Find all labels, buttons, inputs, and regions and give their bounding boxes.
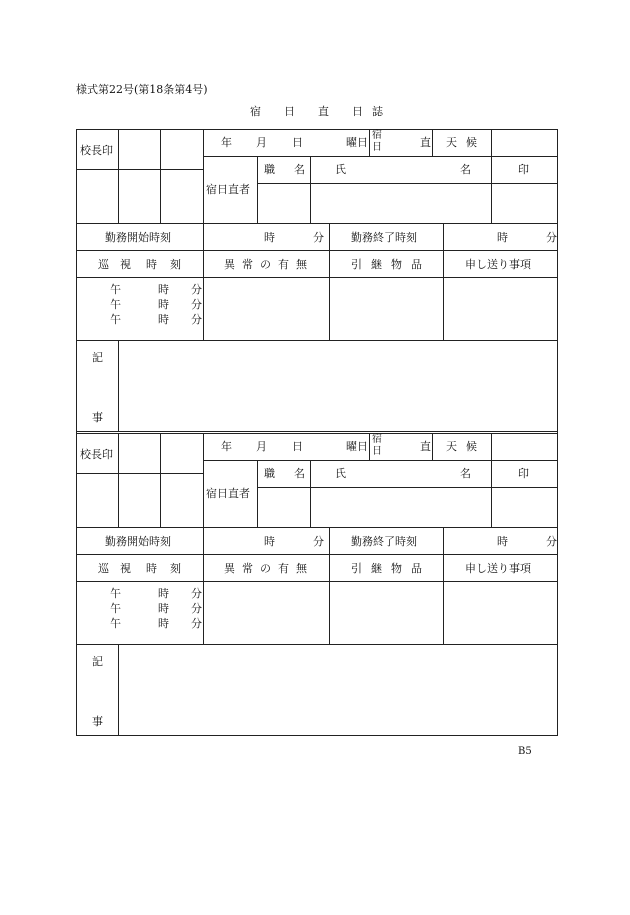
title-char-5: 誌 [372, 105, 383, 118]
weekday-label: 曜日 [346, 440, 368, 453]
duty-bottom-label: 日 [372, 446, 382, 457]
handover-char-3: 物 [391, 562, 402, 575]
handover-char-4: 品 [411, 258, 422, 271]
duty-bottom-label: 日 [372, 142, 382, 153]
patrol-hour-label: 時 [158, 313, 169, 326]
record-char-1: 記 [92, 655, 103, 668]
record-char-2: 事 [92, 411, 103, 424]
patrol-char-4: 刻 [170, 258, 181, 271]
patrol-char-2: 視 [120, 562, 131, 575]
patrol-hour-label: 時 [158, 587, 169, 600]
patrol-char-1: 巡 [98, 258, 109, 271]
weather-label-2: 候 [466, 440, 477, 453]
name-label-2: 名 [460, 467, 471, 480]
start-time-label: 勤務開始時刻 [105, 231, 171, 244]
month-label: 月 [256, 136, 267, 149]
abnormal-char-1: 異 [224, 258, 235, 271]
start-minute-label: 分 [313, 535, 324, 548]
name-label-1: 氏 [335, 163, 346, 176]
abnormal-char-3: の [260, 562, 271, 575]
paper-size-label: B5 [518, 746, 532, 757]
noon-label: 午 [110, 283, 121, 296]
abnormal-char-4: 有 [278, 258, 289, 271]
handover-char-3: 物 [391, 258, 402, 271]
seal-label: 印 [518, 163, 529, 176]
year-label: 年 [221, 136, 232, 149]
duty-person-label: 宿日直者 [206, 487, 250, 500]
patrol-minute-label: 分 [191, 283, 202, 296]
title-char-1: 宿 [250, 105, 261, 118]
abnormal-char-2: 常 [242, 258, 253, 271]
seal-label: 印 [518, 467, 529, 480]
notes-forward-label: 申し送り事項 [465, 562, 531, 575]
handover-char-1: 引 [351, 562, 362, 575]
patrol-hour-label: 時 [158, 283, 169, 296]
title-char-4: 日 [352, 105, 363, 118]
start-hour-label: 時 [264, 535, 275, 548]
end-time-label: 勤務終了時刻 [351, 231, 417, 244]
patrol-char-1: 巡 [98, 562, 109, 575]
title-char-3: 直 [318, 105, 329, 118]
duty-direct-label: 直 [420, 440, 431, 453]
patrol-minute-label: 分 [191, 298, 202, 311]
abnormal-char-5: 無 [296, 258, 307, 271]
patrol-hour-label: 時 [158, 602, 169, 615]
position-label-1: 職 [264, 163, 275, 176]
noon-label: 午 [110, 602, 121, 615]
name-label-2: 名 [460, 163, 471, 176]
position-label-1: 職 [264, 467, 275, 480]
start-hour-label: 時 [264, 231, 275, 244]
handover-char-4: 品 [411, 562, 422, 575]
noon-label: 午 [110, 313, 121, 326]
position-label-2: 名 [294, 467, 305, 480]
start-minute-label: 分 [313, 231, 324, 244]
end-time-label: 勤務終了時刻 [351, 535, 417, 548]
end-hour-label: 時 [497, 231, 508, 244]
patrol-minute-label: 分 [191, 313, 202, 326]
patrol-char-4: 刻 [170, 562, 181, 575]
patrol-char-3: 時 [146, 258, 157, 271]
abnormal-char-2: 常 [242, 562, 253, 575]
noon-label: 午 [110, 587, 121, 600]
patrol-hour-label: 時 [158, 617, 169, 630]
principal-seal-label: 校長印 [80, 448, 113, 461]
weather-label-1: 天 [446, 440, 457, 453]
principal-seal-label: 校長印 [80, 144, 113, 157]
day-label: 日 [292, 440, 303, 453]
end-minute-label: 分 [546, 535, 557, 548]
abnormal-char-3: の [260, 258, 271, 271]
handover-char-2: 継 [371, 562, 382, 575]
patrol-minute-label: 分 [191, 602, 202, 615]
record-char-2: 事 [92, 715, 103, 728]
title-char-2: 日 [284, 105, 295, 118]
end-minute-label: 分 [546, 231, 557, 244]
abnormal-char-5: 無 [296, 562, 307, 575]
abnormal-char-1: 異 [224, 562, 235, 575]
patrol-char-2: 視 [120, 258, 131, 271]
patrol-hour-label: 時 [158, 298, 169, 311]
noon-label: 午 [110, 298, 121, 311]
handover-char-1: 引 [351, 258, 362, 271]
duty-top-label: 宿 [372, 130, 382, 141]
weather-label-2: 候 [466, 136, 477, 149]
patrol-minute-label: 分 [191, 617, 202, 630]
patrol-char-3: 時 [146, 562, 157, 575]
name-label-1: 氏 [335, 467, 346, 480]
start-time-label: 勤務開始時刻 [105, 535, 171, 548]
position-label-2: 名 [294, 163, 305, 176]
duty-person-label: 宿日直者 [206, 183, 250, 196]
month-label: 月 [256, 440, 267, 453]
duty-top-label: 宿 [372, 434, 382, 445]
noon-label: 午 [110, 617, 121, 630]
end-hour-label: 時 [497, 535, 508, 548]
record-char-1: 記 [92, 351, 103, 364]
form-number-label: 様式第22号(第18条第4号) [76, 83, 208, 96]
duty-direct-label: 直 [420, 136, 431, 149]
weekday-label: 曜日 [346, 136, 368, 149]
day-label: 日 [292, 136, 303, 149]
year-label: 年 [221, 440, 232, 453]
weather-label-1: 天 [446, 136, 457, 149]
patrol-minute-label: 分 [191, 587, 202, 600]
abnormal-char-4: 有 [278, 562, 289, 575]
handover-char-2: 継 [371, 258, 382, 271]
notes-forward-label: 申し送り事項 [465, 258, 531, 271]
